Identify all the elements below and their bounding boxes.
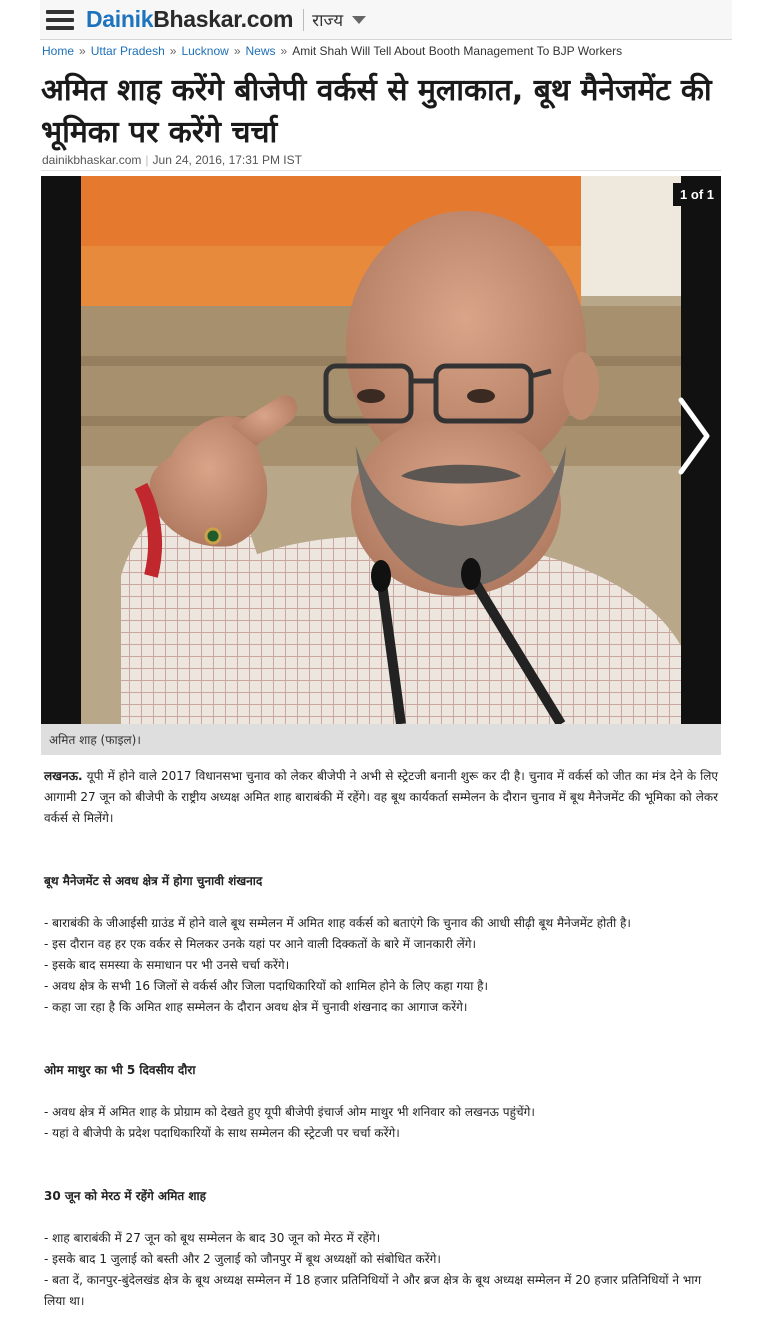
photo-illustration — [81, 176, 681, 724]
section-dropdown-label: राज्य — [312, 11, 344, 31]
caret-down-icon — [352, 16, 366, 24]
image-gallery — [41, 176, 721, 724]
list-item: - कहा जा रहा है कि अमित शाह सम्मेलन के दौरान अवध क्षेत्र में चुनावी शंखनाद का आगाज करेंगे। — [44, 1000, 468, 1014]
logo-part-dainik: Dainik — [86, 6, 154, 32]
list-item: - बाराबंकी के जीआईसी ग्राउंड में होने वाले बूथ सम्मेलन में अमित शाह वर्कर्स को बताएंगे कि चुनाव की आधी सीढ़ी बूथ मैनेजमेंट होती है। — [44, 916, 631, 930]
section-heading: बूथ मैनेजमेंट से अवध क्षेत्र में होगा चुनावी शंखनाद — [44, 874, 263, 888]
header-divider — [303, 9, 304, 31]
list-item: - शाह बाराबंकी में 27 जून को बूथ सम्मेलन के बाद 30 जून को मेरठ में रहेंगे। — [44, 1231, 381, 1245]
section-points — [44, 913, 718, 1018]
image-caption: अमित शाह (फाइल)। — [41, 724, 721, 755]
article-headline: अमित शाह करेंगे बीजेपी वर्कर्स से मुलाकात, बूथ मैनेजमेंट की भूमिका पर करेंगे चर्चा — [41, 73, 712, 150]
site-logo[interactable] — [86, 6, 293, 33]
article-source: dainikbhaskar.com — [42, 153, 142, 167]
breadcrumb-separator: » — [169, 44, 177, 58]
article-photo[interactable] — [81, 176, 681, 724]
section-heading: 30 जून को मेरठ में रहेंगे अमित शाह — [44, 1189, 207, 1203]
logo-part-bhaskar: Bhaskar.com — [153, 6, 294, 32]
list-item: - इसके बाद समस्या के समाधान पर भी उनसे चर्चा करेंगे। — [44, 958, 290, 972]
list-item: - यहां वे बीजेपी के प्रदेश पदाधिकारियों के साथ सम्मेलन की स्ट्रेटजी पर चर्चा करेंगे। — [44, 1126, 400, 1140]
section-points — [44, 1228, 718, 1312]
meta-divider: | — [145, 153, 149, 167]
breadcrumb-separator: » — [280, 44, 288, 58]
section-dropdown[interactable] — [312, 8, 366, 31]
gallery-counter: 1 of 1 — [673, 183, 721, 206]
article-date: Jun 24, 2016, 17:31 PM IST — [152, 153, 302, 167]
site-header — [40, 0, 732, 40]
breadcrumb-news[interactable]: News — [245, 44, 276, 58]
section-heading: ओम माथुर का भी 5 दिवसीय दौरा — [44, 1063, 196, 1077]
hamburger-icon[interactable] — [46, 10, 74, 30]
breadcrumb-current: Amit Shah Will Tell About Booth Management To BJP Workers — [292, 44, 623, 58]
breadcrumb-uttar-pradesh[interactable]: Uttar Pradesh — [90, 44, 165, 58]
list-item: - बता दें, कानपुर-बुंदेलखंड क्षेत्र के बूथ अध्यक्ष सम्मेलन में 18 हजार प्रतिनिधियों ने और ब्रज क्षेत्र के बूथ अध्यक्ष सम्मेलन में 20 हजार प्रतिनिधियों ने भाग लिया था। — [44, 1273, 702, 1308]
list-item: - इसके बाद 1 जुलाई को बस्ती और 2 जुलाई को जौनपुर में बूथ अध्यक्षों को संबोधित करेंगे। — [44, 1252, 441, 1266]
article-meta — [42, 153, 302, 167]
lead-text: यूपी में होने वाले 2017 विधानसभा चुनाव को लेकर बीजेपी ने अभी से स्ट्रेटजी बनानी शुरू कर दी है। चुनाव में वर्कर्स को जीत का मंत्र देने के लिए आगामी 27 जून को बीजेपी के राष्ट्रीय अध्यक्ष अमित शाह बाराबंकी में रहेंगे। वह बूथ कार्यकर्ता सम्मेलन के दौरान चुनाव में बूथ मैनेजमेंट की भूमिका को लेकर वर्कर्स से मिलेंगे। — [44, 769, 718, 825]
breadcrumb-lucknow[interactable]: Lucknow — [181, 44, 229, 58]
dateline: लखनऊ. — [44, 769, 83, 783]
breadcrumb-separator: » — [233, 44, 241, 58]
breadcrumb — [42, 44, 622, 58]
section-points — [44, 1102, 718, 1144]
list-item: - अवध क्षेत्र के सभी 16 जिलों से वर्कर्स और जिला पदाधिकारियों को शामिल होने के लिए कहा गया है। — [44, 979, 489, 993]
meta-divider-line — [41, 170, 721, 171]
breadcrumb-home[interactable]: Home — [42, 44, 75, 58]
breadcrumb-separator: » — [79, 44, 86, 58]
article-body — [44, 766, 718, 1312]
article-lead — [44, 766, 718, 829]
chevron-right-icon[interactable] — [675, 396, 713, 476]
list-item: - अवध क्षेत्र में अमित शाह के प्रोग्राम को देखते हुए यूपी बीजेपी इंचार्ज ओम माथुर भी शनिवार को लखनऊ पहुंचेंगे। — [44, 1105, 535, 1119]
list-item: - इस दौरान वह हर एक वर्कर से मिलकर उनके यहां पर आने वाली दिक्कतों के बारे में जानकारी लेंगे। — [44, 937, 477, 951]
